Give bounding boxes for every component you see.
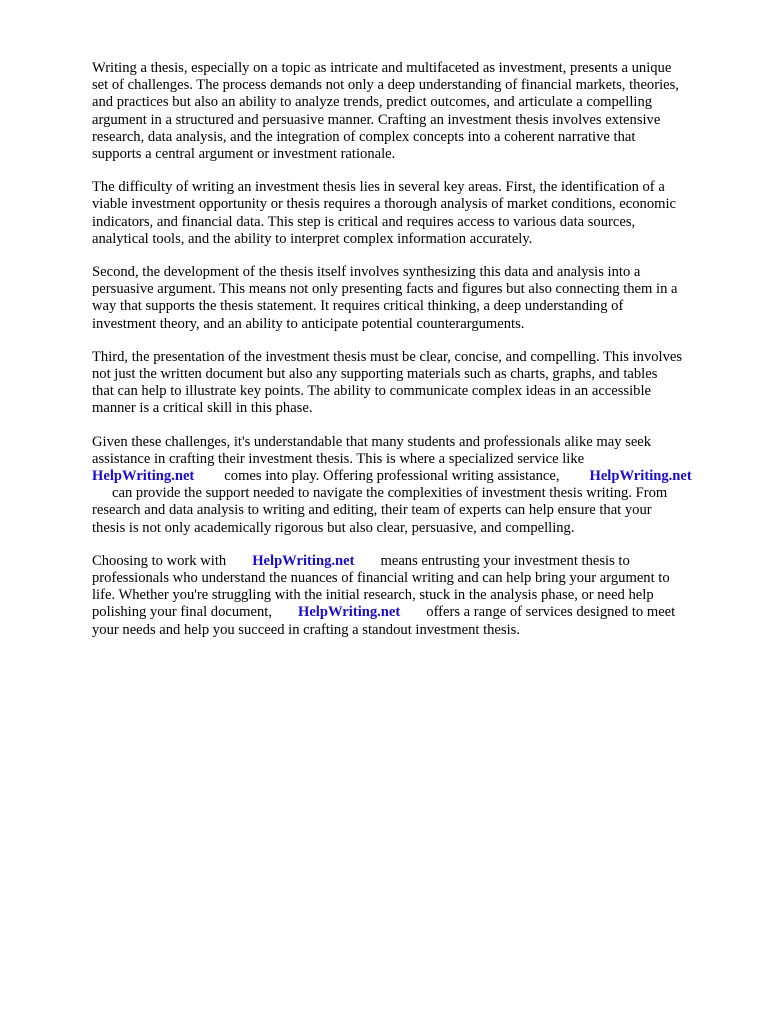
paragraph-challenges-text-1: Given these challenges, it's understandable that many students and professionals alike may seek assistance in crafting their investment thesis. This is where a specialized service like <box>92 433 652 467</box>
paragraph-challenges-text-3: can provide the support needed to navigate the complexities of investment thesis writing. From research and data analysis to writing and editing, their team of experts can help ensure that your thesis is not only academically rigorous but also clear, persuasive, and compelling. <box>92 485 668 536</box>
helpwriting-link[interactable]: HelpWriting.net <box>252 552 355 569</box>
paragraph-third: Third, the presentation of the investment thesis must be clear, concise, and compelling. This involves not just the written document but also any supporting materials such as charts, graphs, and tables that can help to illustrate key points. The ability to communicate complex ideas in an accessible manner is a critical skill in this phase. <box>92 348 683 417</box>
helpwriting-link[interactable]: HelpWriting.net <box>589 468 692 485</box>
helpwriting-link[interactable]: HelpWriting.net <box>92 468 195 485</box>
paragraph-difficulty: The difficulty of writing an investment thesis lies in several key areas. First, the identification of a viable investment opportunity or thesis requires a thorough analysis of market conditions, economic indicators, and financial data. This step is critical and requires access to various data sources, analytical tools, and the ability to interpret complex information accurately. <box>92 179 677 247</box>
paragraph-choosing <box>92 553 732 639</box>
paragraph-second: Second, the development of the thesis itself involves synthesizing this data and analysis into a persuasive argument. This means not only presenting facts and figures but also connecting them in a way that supports the thesis statement. It requires critical thinking, a deep understanding of investment theory, and an ability to anticipate potential counterarguments. <box>92 264 678 332</box>
document-body <box>92 60 732 655</box>
paragraph-choosing-text-2: means entrusting your investment thesis to professionals who understand the nuances of financial writing and can help bring your argument to life. Whether you're struggling with the initial research, stuck in the analysis phase, or need help polishing your final document, <box>92 552 670 621</box>
paragraph-choosing-text-1: Choosing to work with <box>92 552 227 569</box>
paragraph-challenges <box>92 434 732 537</box>
helpwriting-link[interactable]: HelpWriting.net <box>297 604 401 621</box>
paragraph-challenges-text-2: comes into play. Offering professional writing assistance, <box>224 468 560 485</box>
paragraph-choosing-text-3: offers a range of services designed to meet your needs and help you succeed in crafting a standout investment thesis. <box>92 604 676 638</box>
paragraph-intro: Writing a thesis, especially on a topic as intricate and multifaceted as investment, presents a unique set of challenges. The process demands not only a deep understanding of financial markets, theories, and practices but also an ability to analyze trends, predict outcomes, and articulate a compelling argument in a structured and persuasive manner. Crafting an investment thesis involves extensive research, data analysis, and the integration of complex concepts into a coherent narrative that supports a central argument or investment rationale. <box>92 60 679 163</box>
